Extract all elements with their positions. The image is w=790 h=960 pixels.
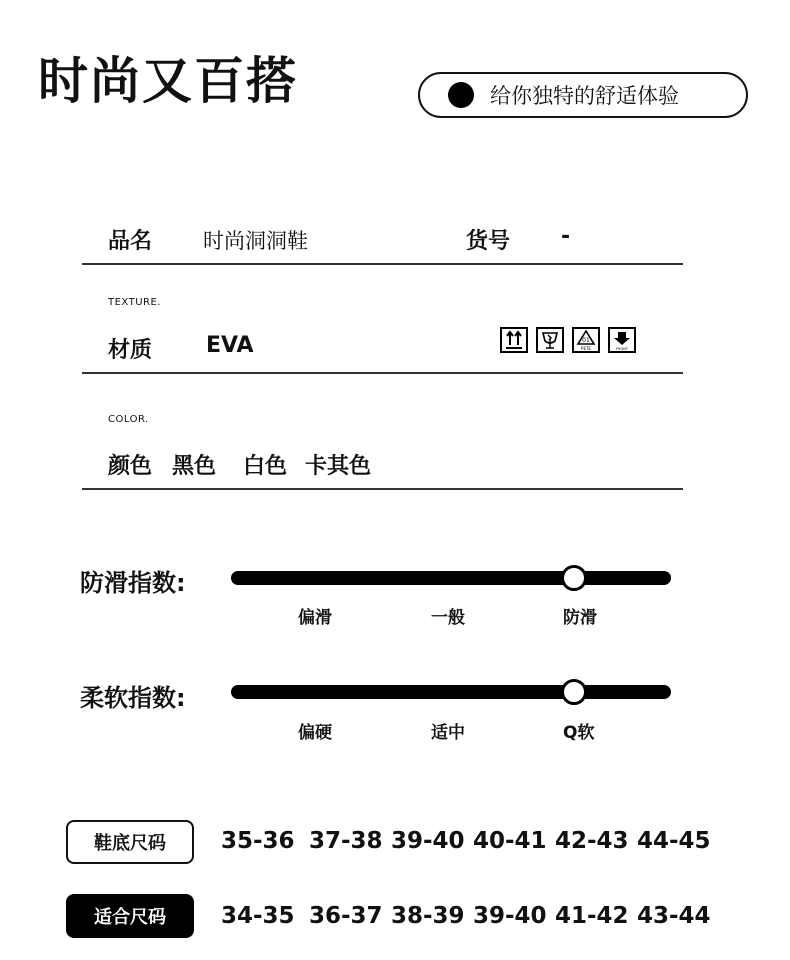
tagline-text: 给你独特的舒适体验 xyxy=(490,84,679,108)
anti-slip-track xyxy=(231,571,671,585)
sole-size-item: 44-45 xyxy=(637,828,711,854)
anti-slip-knob xyxy=(561,565,587,591)
divider xyxy=(82,263,683,265)
front-arrow-icon xyxy=(608,327,636,353)
color-option-khaki: 卡其色 xyxy=(305,454,372,479)
fit-size-item: 34-35 xyxy=(221,903,295,929)
product-name-value: 时尚洞洞鞋 xyxy=(203,229,308,253)
care-icons xyxy=(500,327,636,353)
softness-tick-low: 偏硬 xyxy=(298,723,332,743)
sole-size-item: 42-43 xyxy=(555,828,629,854)
sole-size-item: 39-40 xyxy=(391,828,465,854)
sole-size-tag: 鞋底尺码 xyxy=(66,820,194,864)
sole-size-item: 40-41 xyxy=(473,828,547,854)
anti-slip-tick-low: 偏滑 xyxy=(298,608,332,628)
material-label: 材质 xyxy=(108,338,153,363)
divider xyxy=(82,488,683,490)
product-name-label: 品名 xyxy=(108,229,153,254)
fit-size-tag: 适合尺码 xyxy=(66,894,194,938)
fit-size-list xyxy=(221,903,711,929)
page-title: 时尚又百搭 xyxy=(38,52,298,110)
material-value: EVA xyxy=(206,333,254,358)
sole-size-list xyxy=(221,828,711,854)
softness-tick-high: Q软 xyxy=(563,723,595,743)
fragile-icon xyxy=(536,327,564,353)
recycle-code-text: PETE xyxy=(581,346,591,351)
front-text: FRONT xyxy=(616,347,628,351)
color-option-white: 白色 xyxy=(243,454,288,479)
color-caption: COLOR. xyxy=(108,414,149,425)
this-way-up-icon xyxy=(500,327,528,353)
color-option-black: 黑色 xyxy=(172,454,217,479)
anti-slip-tick-mid: 一般 xyxy=(431,608,465,628)
sole-size-item: 37-38 xyxy=(309,828,383,854)
color-label: 颜色 xyxy=(108,454,153,479)
sku-value: - xyxy=(561,224,571,249)
softness-index-label: 柔软指数: xyxy=(80,684,186,712)
tagline-pill xyxy=(418,72,748,118)
fit-size-item: 43-44 xyxy=(637,903,711,929)
divider xyxy=(82,372,683,374)
softness-knob xyxy=(561,679,587,705)
sole-size-item: 35-36 xyxy=(221,828,295,854)
fit-size-item: 41-42 xyxy=(555,903,629,929)
fit-size-item: 39-40 xyxy=(473,903,547,929)
bullet-dot-icon xyxy=(448,82,474,108)
anti-slip-tick-high: 防滑 xyxy=(563,608,597,628)
recycle-icon xyxy=(572,327,600,353)
sku-label: 货号 xyxy=(466,229,511,254)
softness-track xyxy=(231,685,671,699)
softness-tick-mid: 适中 xyxy=(431,723,465,743)
anti-slip-index-label: 防滑指数: xyxy=(80,569,186,597)
texture-caption: TEXTURE. xyxy=(108,297,161,308)
svg-text:01: 01 xyxy=(582,337,590,344)
fit-size-item: 36-37 xyxy=(309,903,383,929)
fit-size-item: 38-39 xyxy=(391,903,465,929)
